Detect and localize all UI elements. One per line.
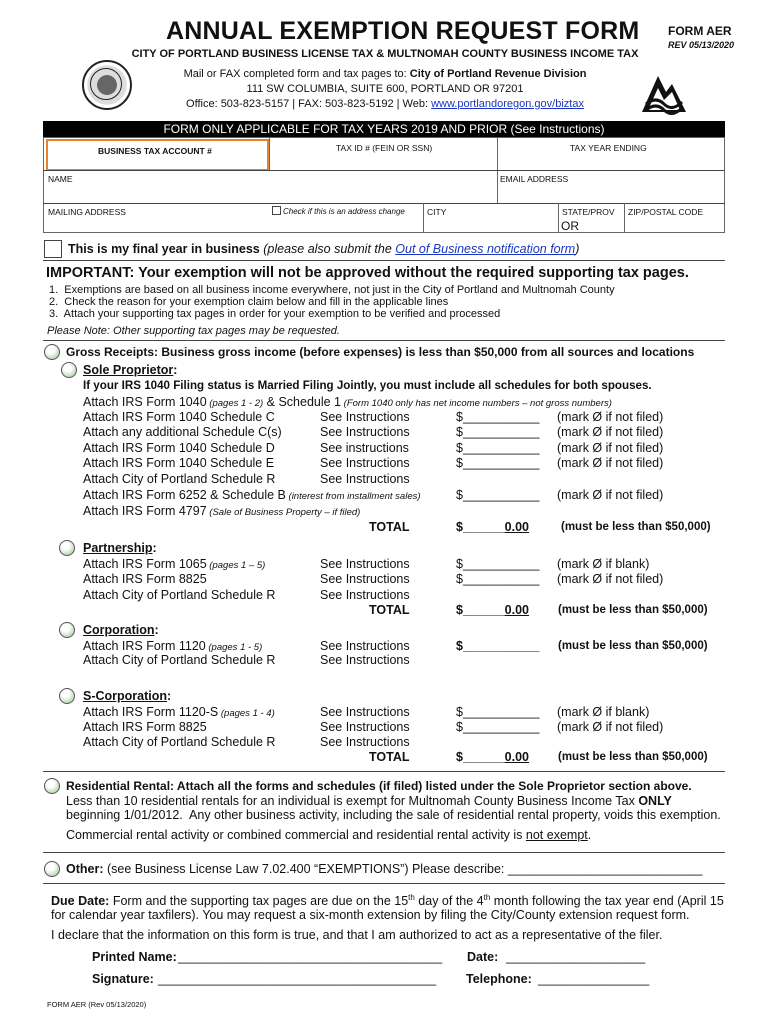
see-instructions: See Instructions xyxy=(320,653,410,667)
mark-note: (mark Ø if not filed) xyxy=(557,425,664,439)
amount-field[interactable]: $___________ xyxy=(456,557,540,571)
sole-row-add-c-label: Attach any additional Schedule C(s) xyxy=(83,425,282,439)
partnership-row-8825: Attach IRS Form 8825 xyxy=(83,572,207,586)
s-corporation-radio[interactable] xyxy=(59,688,75,704)
corporation-row-sched-r: Attach City of Portland Schedule R xyxy=(83,653,276,667)
see-instructions: See Instructions xyxy=(320,456,410,470)
limit-note: (must be less than $50,000) xyxy=(558,751,708,763)
address-change-checkbox[interactable] xyxy=(272,206,281,215)
mark-note: (mark Ø if not filed) xyxy=(557,456,664,470)
final-year-label: This is my final year in business (please also submit the Out of Business notification form) xyxy=(68,242,580,256)
declaration: I declare that the information on this form is true, and that I am authorized to act as a representative of the filer. xyxy=(51,928,663,942)
other-label: Other: (see Business License Law 7.02.400 “EXEMPTIONS”) Please describe: ____________________________ xyxy=(66,862,703,876)
address-change-label: Check if this is an address change xyxy=(283,207,405,216)
mail-line: Mail or FAX completed form and tax pages to: City of Portland Revenue Division xyxy=(183,68,587,80)
form-subtitle: CITY OF PORTLAND BUSINESS LICENSE TAX & MULTNOMAH COUNTY BUSINESS INCOME TAX xyxy=(131,48,639,60)
gross-receipts-label: Gross Receipts: Business gross income (before expenses) is less than $50,000 from all sources and locations xyxy=(66,345,695,359)
amount-field[interactable]: $___________ xyxy=(456,572,540,586)
form-revision: REV 05/13/2020 xyxy=(668,40,735,50)
see-instructions: See Instructions xyxy=(320,425,410,439)
sole-row-sched-d-label: Attach IRS Form 1040 Schedule D xyxy=(83,441,275,455)
applicability-banner: FORM ONLY APPLICABLE FOR TAX YEARS 2019 AND PRIOR (See Instructions) xyxy=(43,121,725,137)
mark-note: (mark Ø if not filed) xyxy=(557,441,664,455)
mark-note: (mark Ø if not filed) xyxy=(557,488,664,502)
see-instructions: See Instructions xyxy=(320,472,410,486)
s-corporation-title: S-Corporation: xyxy=(83,689,172,703)
telephone-label: Telephone: xyxy=(466,972,532,986)
account-label: BUSINESS TAX ACCOUNT # xyxy=(98,146,212,156)
scorp-row-sched-r: Attach City of Portland Schedule R xyxy=(83,735,276,749)
limit-note: (must be less than $50,000) xyxy=(558,604,708,616)
tax-year-label: TAX YEAR ENDING xyxy=(570,143,647,153)
printed-name-label: Printed Name: xyxy=(92,950,177,964)
scorp-row-8825: Attach IRS Form 8825 xyxy=(83,720,207,734)
divider xyxy=(43,260,725,261)
amount-field[interactable]: $___________ xyxy=(456,410,540,424)
sole-row-sched-e-label: Attach IRS Form 1040 Schedule E xyxy=(83,456,275,470)
see-instructions: See Instructions xyxy=(320,735,410,749)
see-instructions: See instructions xyxy=(320,441,409,455)
residential-rental-radio[interactable] xyxy=(44,778,60,794)
scorp-total-label: TOTAL xyxy=(369,750,410,764)
name-label: NAME xyxy=(48,174,73,184)
sole-total-label: TOTAL xyxy=(369,520,410,534)
see-instructions: See Instructions xyxy=(320,557,410,571)
partnership-row-sched-r: Attach City of Portland Schedule R xyxy=(83,588,276,602)
mark-note: (mark Ø if blank) xyxy=(557,557,650,571)
corporation-title: Corporation: xyxy=(83,623,159,637)
city-label: CITY xyxy=(427,207,447,217)
state-value[interactable]: OR xyxy=(561,219,579,233)
partnership-total-label: TOTAL xyxy=(369,603,410,617)
contact-line: Office: 503-823-5157 | FAX: 503-823-5192 | Web: www.portlandoregon.gov/biztax xyxy=(186,98,584,110)
divider xyxy=(558,203,559,233)
zip-label: ZIP/POSTAL CODE xyxy=(628,207,704,217)
county-logo xyxy=(638,66,690,118)
divider xyxy=(43,340,725,341)
see-instructions: See Instructions xyxy=(320,572,410,586)
instruction-item: 2. Check the reason for your exemption claim below and fill in the applicable lines xyxy=(49,296,449,308)
printed-name-field[interactable]: ______________________________________ xyxy=(178,950,443,964)
tax-year-field[interactable] xyxy=(498,137,724,170)
footer-form-id: FORM AER (Rev 05/13/2020) xyxy=(47,1000,147,1009)
divider xyxy=(423,203,424,233)
sole-proprietor-note: If your IRS 1040 Filing status is Married Filing Jointly, you must include all schedules for both spouses. xyxy=(83,379,652,392)
amount-field[interactable]: $___________ xyxy=(456,456,540,470)
mark-note: (mark Ø if not filed) xyxy=(557,410,664,424)
final-year-checkbox[interactable] xyxy=(44,240,62,258)
corporation-radio[interactable] xyxy=(59,622,75,638)
important-heading: IMPORTANT: Your exemption will not be approved without the required supporting tax pages. xyxy=(46,265,689,281)
scorp-row-1120s: Attach IRS Form 1120-S (pages 1 - 4) xyxy=(83,705,275,719)
residential-line-3: Commercial rental activity or combined commercial and residential rental activity is not exempt. xyxy=(66,828,592,842)
sole-proprietor-title: Sole Proprietor: xyxy=(83,363,178,377)
instruction-item: 1. Exemptions are based on all business income everywhere, not just in the City of Portland and Multnomah County xyxy=(49,284,615,296)
limit-note: (must be less than $50,000) xyxy=(558,640,708,652)
signature-label: Signature: xyxy=(92,972,154,986)
other-radio[interactable] xyxy=(44,861,60,877)
partnership-title: Partnership: xyxy=(83,541,157,555)
sole-proprietor-radio[interactable] xyxy=(61,362,77,378)
amount-field[interactable]: $___________ xyxy=(456,720,540,734)
see-instructions: See Instructions xyxy=(320,588,410,602)
form-id: FORM AER xyxy=(668,24,732,38)
amount-field[interactable]: $___________ xyxy=(456,705,540,719)
see-instructions: See Instructions xyxy=(320,720,410,734)
date-field[interactable]: ____________________ xyxy=(506,950,646,964)
sole-row-sched-c-label: Attach IRS Form 1040 Schedule C xyxy=(83,410,275,424)
supporting-pages-note: Please Note: Other supporting tax pages may be requested. xyxy=(47,325,340,337)
instruction-item: 3. Attach your supporting tax pages in order for your exemption to be verified and processed xyxy=(49,308,501,320)
due-date-line-2: for calendar year taxfilers). You may request a six-month extension by filing the City/County extension request form. xyxy=(51,908,690,922)
scorp-total-field[interactable]: $______0.00 xyxy=(456,750,530,764)
address-line: 111 SW COLUMBIA, SUITE 600, PORTLAND OR 97201 xyxy=(246,83,524,95)
partnership-total-field[interactable]: $______0.00 xyxy=(456,603,530,617)
telephone-field[interactable]: ________________ xyxy=(538,972,650,986)
divider xyxy=(43,852,725,853)
residential-rental-label: Residential Rental: Attach all the forms and schedules (if filed) listed under the Sole Proprietor section above. xyxy=(66,779,692,793)
name-field[interactable] xyxy=(43,171,497,203)
amount-field[interactable]: $___________ xyxy=(456,488,540,502)
sole-row-sched-r-label: Attach City of Portland Schedule R xyxy=(83,472,276,486)
see-instructions: See Instructions xyxy=(320,705,410,719)
residential-line-1: Less than 10 residential rentals for an individual is exempt for Multnomah County Business Income Tax ONLY xyxy=(66,794,672,808)
see-instructions: See Instructions xyxy=(320,410,410,424)
sole-row-4797: Attach IRS Form 4797 (Sale of Business Property – if filed) xyxy=(83,504,361,518)
partnership-radio[interactable] xyxy=(59,540,75,556)
divider xyxy=(43,883,725,884)
see-instructions: See Instructions xyxy=(320,639,410,653)
website-link[interactable]: www.portlandoregon.gov/biztax xyxy=(431,98,584,110)
sole-row-1040: Attach IRS Form 1040 (pages 1 - 2) & Schedule 1 (Form 1040 only has net income numbers – not gross numbers) xyxy=(83,395,612,409)
out-of-business-link[interactable]: Out of Business notification form xyxy=(395,242,576,256)
corporation-row-1120: Attach IRS Form 1120 (pages 1 - 5) xyxy=(83,639,263,653)
sole-total-field[interactable]: $______0.00 xyxy=(456,520,530,534)
sole-row-6252: Attach IRS Form 6252 & Schedule B (interest from installment sales) xyxy=(83,488,421,502)
limit-note: (must be less than $50,000) xyxy=(561,521,711,533)
mark-note: (mark Ø if not filed) xyxy=(557,572,664,586)
mailing-label: MAILING ADDRESS xyxy=(48,207,126,217)
residential-line-2: beginning 1/01/2012. Any other business activity, including the sale of residential rental property, voids this exemption. xyxy=(66,808,721,822)
amount-field[interactable]: $___________ xyxy=(456,425,540,439)
form-title: ANNUAL EXEMPTION REQUEST FORM xyxy=(166,17,640,45)
email-field[interactable] xyxy=(498,171,724,203)
divider xyxy=(43,203,725,204)
amount-field[interactable]: $___________ xyxy=(456,441,540,455)
tax-id-label: TAX ID # (FEIN OR SSN) xyxy=(336,143,433,153)
partnership-row-1065: Attach IRS Form 1065 (pages 1 – 5) xyxy=(83,557,266,571)
due-date-line-1: Due Date: Form and the supporting tax pages are due on the 15th day of the 4th month following the tax year end (April 15 xyxy=(51,893,724,909)
tax-id-field[interactable] xyxy=(269,137,497,170)
mark-note: (mark Ø if blank) xyxy=(557,705,650,719)
divider xyxy=(43,771,725,772)
date-label: Date: xyxy=(467,950,499,964)
divider xyxy=(624,203,625,233)
amount-field[interactable]: $___________ xyxy=(456,639,540,653)
state-label: STATE/PROV xyxy=(562,207,615,217)
signature-field[interactable]: ________________________________________ xyxy=(158,972,437,986)
mark-note: (mark Ø if not filed) xyxy=(557,720,664,734)
gross-receipts-radio[interactable] xyxy=(44,344,60,360)
email-label: EMAIL ADDRESS xyxy=(500,174,569,184)
